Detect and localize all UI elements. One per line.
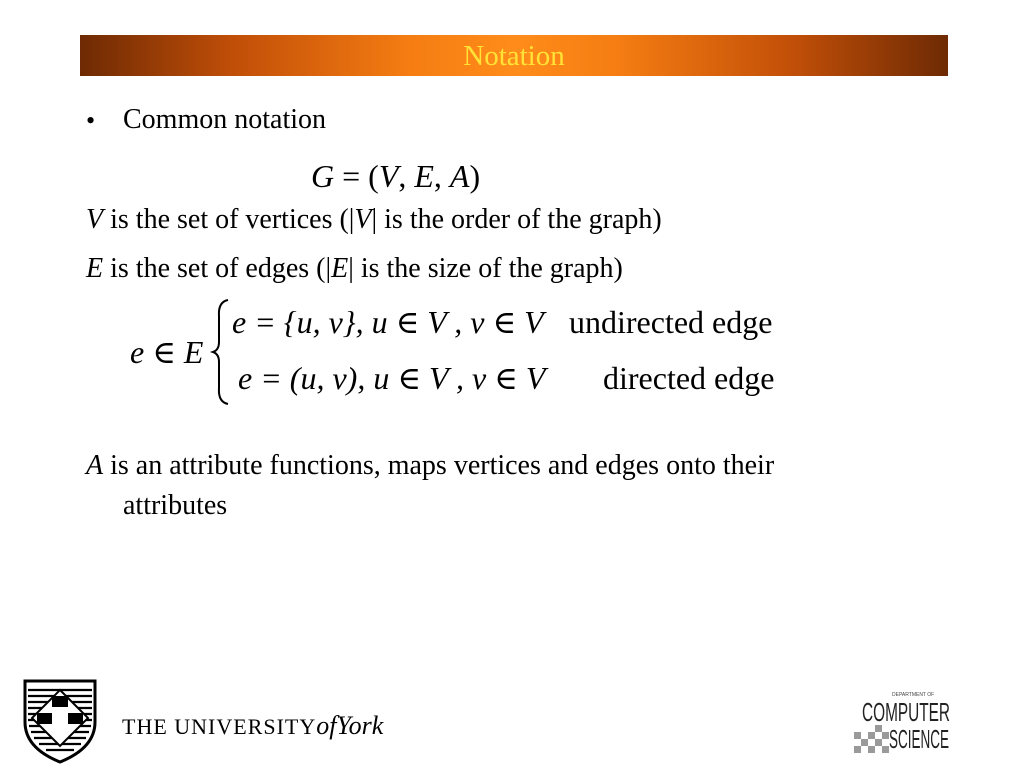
york-shield-icon <box>22 678 98 764</box>
directed-edge-formula: e = (u, v), u ∈ V , v ∈ V <box>238 360 546 396</box>
undirected-edge-formula: e = {u, v}, u ∈ V , v ∈ V <box>232 304 544 340</box>
bullet-common-notation: Common notation <box>123 104 326 135</box>
university-wordmark: THE UNIVERSITYofYork <box>122 711 384 740</box>
bullet-dot: • <box>86 106 96 135</box>
attribute-definition-continued: attributes <box>123 490 228 521</box>
directed-edge-label: directed edge <box>603 360 775 396</box>
university-logo <box>22 678 98 769</box>
title-bar <box>80 35 948 76</box>
undirected-edge-label: undirected edge <box>569 304 773 340</box>
dept-small-label: DEPARTMENT OF <box>892 692 935 698</box>
dept-computer-label: COMPUTER <box>862 697 950 727</box>
edge-membership: e ∈ E <box>130 334 204 370</box>
edges-definition: E is the set of edges (|E| is the size of the graph) <box>86 253 623 284</box>
cases-brace <box>212 298 230 406</box>
department-logo-icon <box>852 690 952 756</box>
equation-graph-definition: G = (V, E, A) <box>311 158 481 194</box>
slide-title: Notation <box>463 40 565 72</box>
computer-science-logo <box>852 690 952 761</box>
vertices-definition: V is the set of vertices (|V| is the order of the graph) <box>86 204 662 235</box>
dept-science-label: SCIENCE <box>889 724 949 754</box>
attribute-definition: A is an attribute functions, maps vertices and edges onto their <box>86 450 775 481</box>
